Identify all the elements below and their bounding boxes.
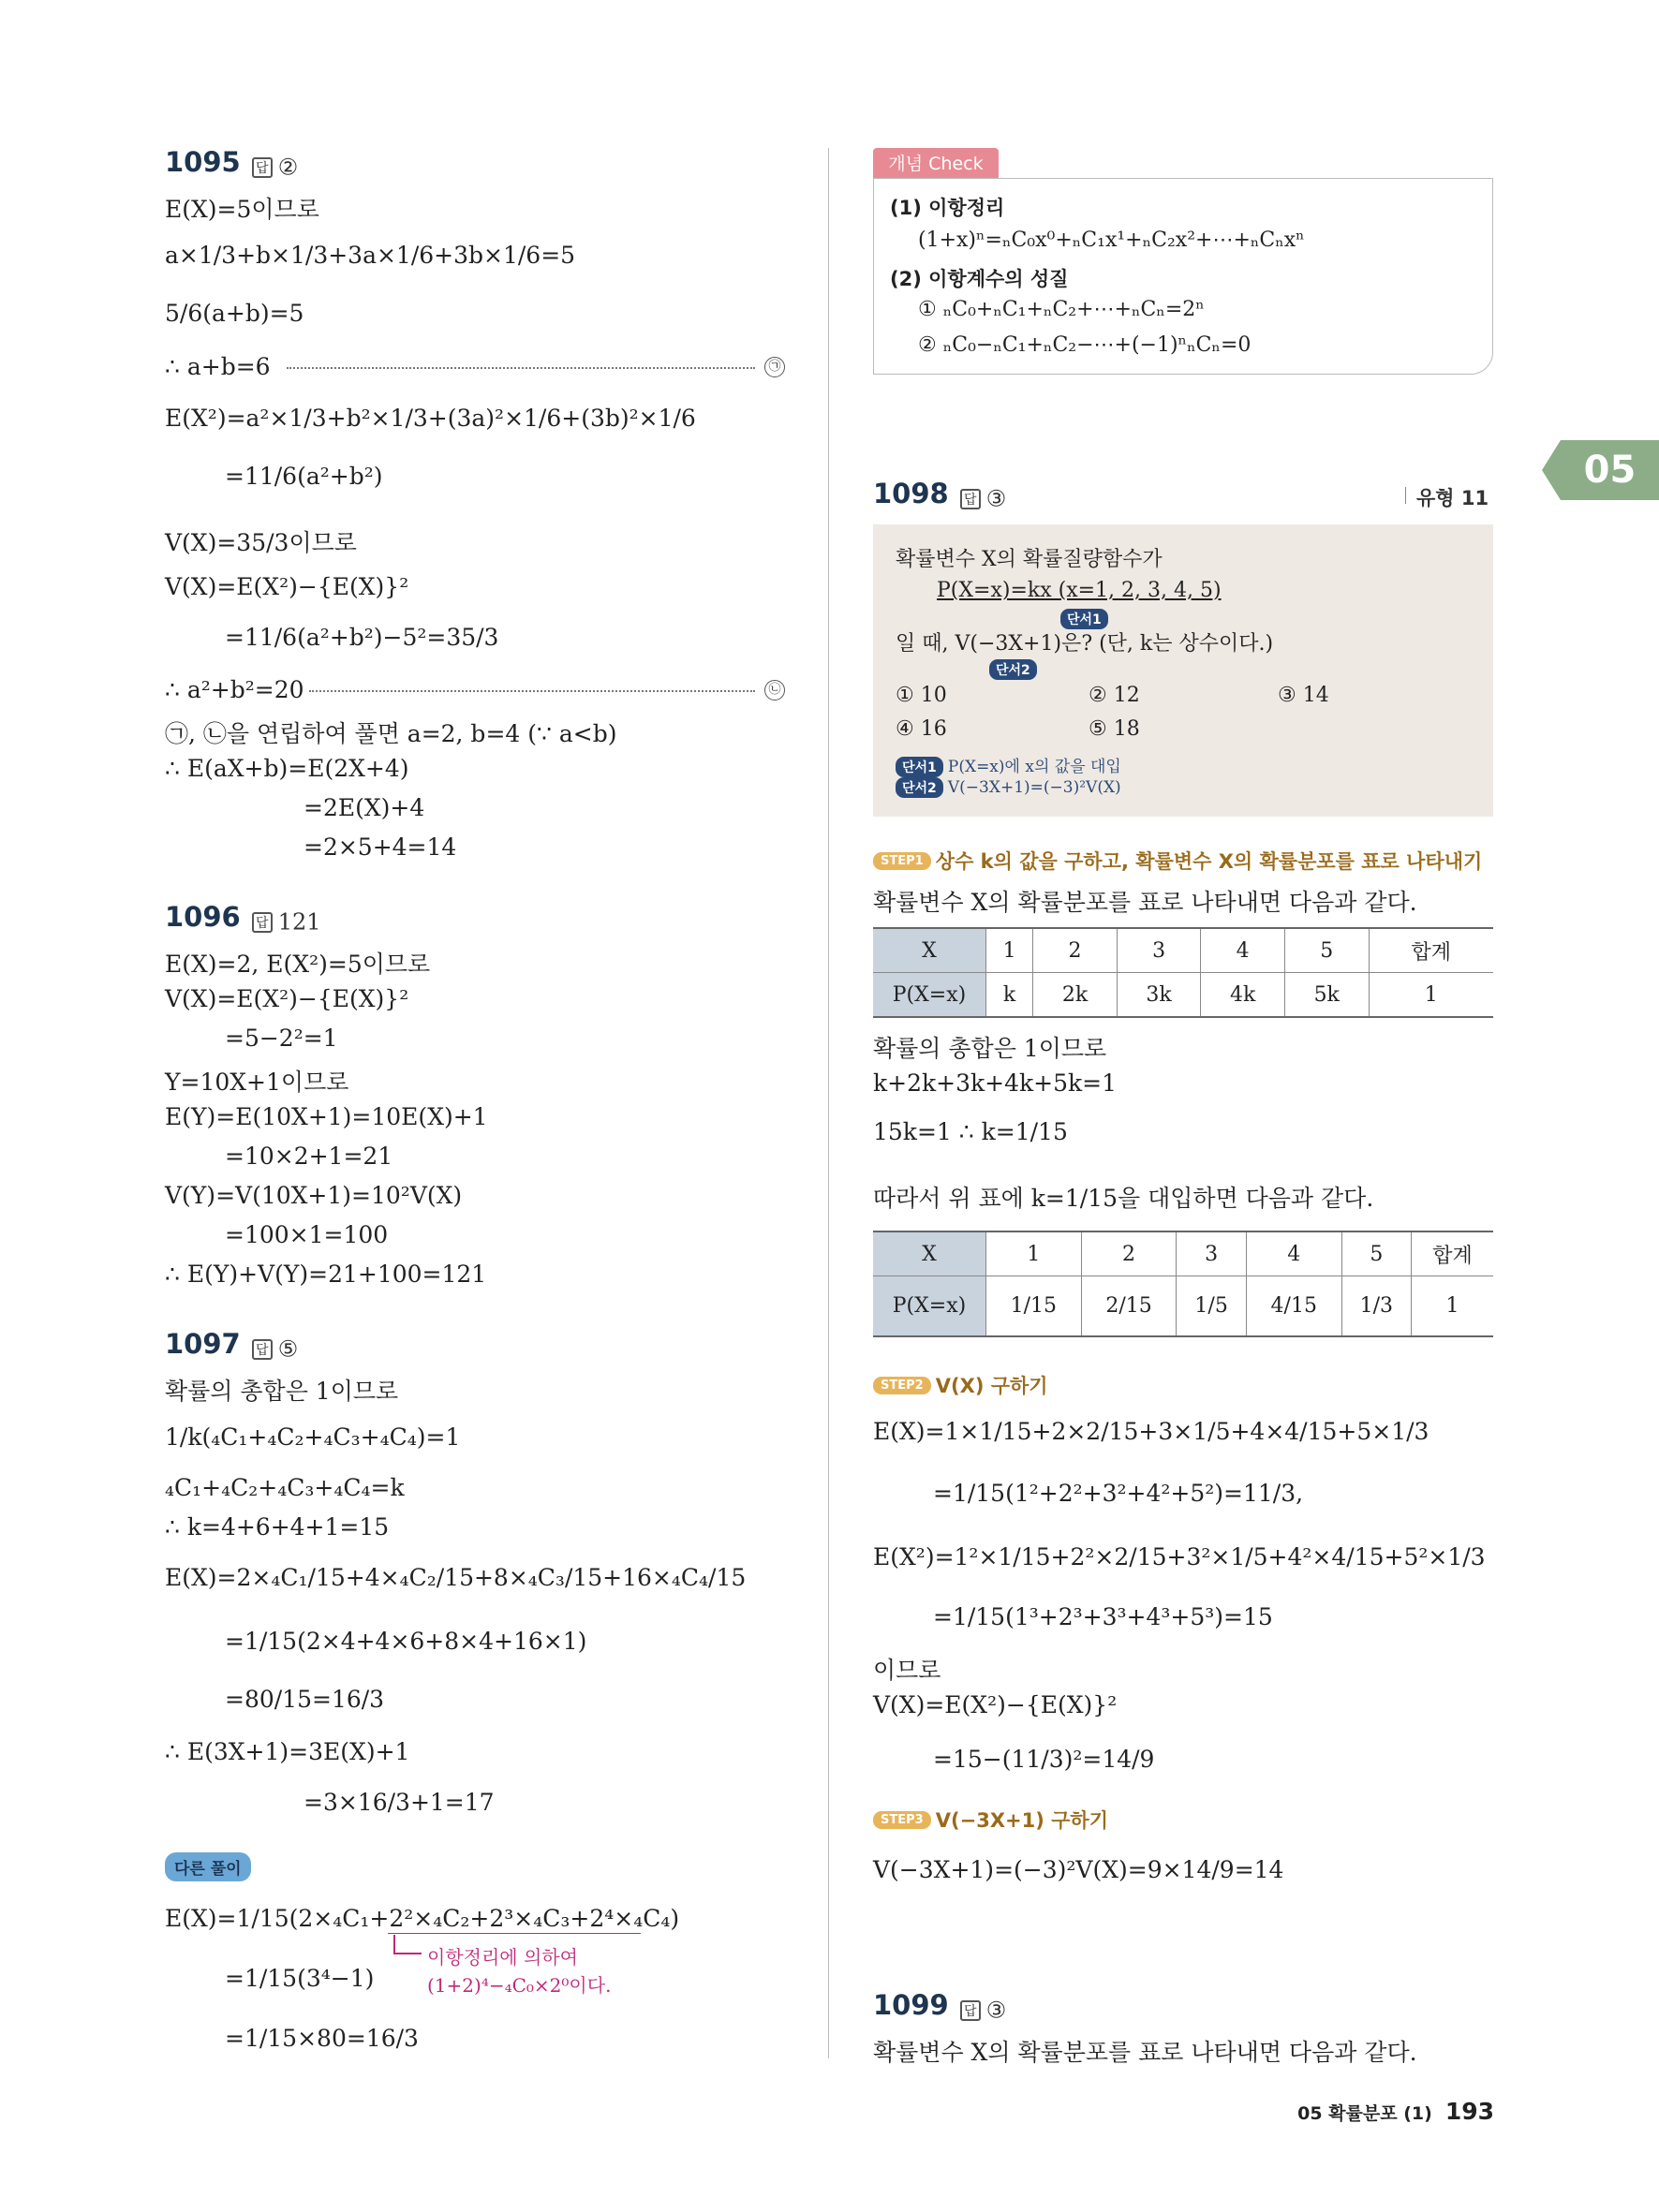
column-divider [828,148,829,2058]
answer-icon: 답 [252,157,273,178]
solution-line: ∴ E(3X+1)=3E(X)+1 [165,1738,410,1765]
solution-line: =11/6(a²+b²)−5²=35/3 [225,624,499,651]
table-cell: X [873,928,986,973]
solution-line: V(−3X+1)=(−3)²V(X)=9×14/9=14 [873,1856,1284,1883]
table-cell: 4 [1201,928,1285,973]
answer-icon: 답 [960,489,981,509]
step3-heading [873,1806,1108,1834]
table-cell: 3k [1117,973,1201,1018]
solution-line: =15−(11/3)²=14/9 [933,1746,1155,1773]
problem-1098-header [873,478,1006,512]
table-cell: 2 [1033,928,1118,973]
solution-line: =1/15(3⁴−1) [225,1965,375,1992]
solution-line: =3×16/3+1=17 [304,1789,495,1816]
chapter-tab: 05 [1561,440,1659,500]
answer-icon: 답 [960,2000,981,2021]
table-cell: k [986,973,1033,1018]
dotted-leader [309,690,755,692]
answer-value: ② [277,154,299,181]
step-badge: STEP2 [873,1377,931,1394]
answer-value: ③ [985,485,1007,512]
table-cell: 5 [1284,928,1369,973]
problem-1097-header [165,1328,298,1363]
solution-line: E(X)=1×1/15+2×2/15+3×1/5+4×4/15+5×1/3 [873,1418,1429,1445]
concept-check-tab: 개념 Check [873,148,999,180]
hint-text: P(X=x)에 x의 값을 대입 [947,758,1121,776]
table-cell: 2 [1081,1231,1177,1276]
arrow-stem [393,1935,395,1954]
solution-line: =2E(X)+4 [304,794,425,821]
solution-line: E(X)=2×₄C₁/15+4×₄C₂/15+8×₄C₃/15+16×₄C₄/15 [165,1564,747,1591]
hint-badge: 단서2 [989,659,1037,680]
check-line: ① ₙC₀+ₙC₁+ₙC₂+⋯+ₙCₙ=2ⁿ [918,298,1205,321]
table-cell: P(X=x) [873,1276,986,1336]
solution-line: ㉠, ㉡을 연립하여 풀면 a=2, b=4 (∵ a<b) [165,720,617,747]
solution-line: 따라서 위 표에 k=1/15을 대입하면 다음과 같다. [873,1185,1374,1212]
equation-mark: ㉠ [764,357,785,377]
solution-line: 확률의 총합은 1이므로 [165,1378,399,1405]
question-line: P(X=x)=kx (x=1, 2, 3, 4, 5) [937,579,1222,602]
choice-3: ③ 14 [1278,684,1329,707]
table-cell: X [873,1231,986,1276]
solution-line: =80/15=16/3 [225,1686,385,1713]
answer-icon: 답 [252,912,273,933]
table-cell: 합계 [1369,928,1493,973]
table-cell: 2k [1033,973,1118,1018]
question-line: 일 때, V(−3X+1)은? (단, k는 상수이다.) [896,632,1274,656]
answer-value: 121 [277,908,321,936]
problem-number: 1099 [873,1989,949,2021]
problem-number: 1095 [165,146,241,178]
table-cell: P(X=x) [873,973,986,1018]
solution-line: =1/15(1²+2²+3²+4²+5²)=11/3, [933,1480,1304,1507]
table-cell: 1/15 [986,1276,1082,1336]
solution-line: 확률의 총합은 1이므로 [873,1035,1107,1062]
note-text: 이항정리에 의하여 [427,1946,578,1969]
solution-line: Y=10X+1이므로 [165,1069,349,1096]
table-cell: 합계 [1412,1231,1493,1276]
check-heading: (1) 이항정리 [890,197,1005,219]
problem-number: 1096 [165,901,241,933]
solution-line: ∴ a²+b²=20 [165,676,304,703]
dotted-leader [287,367,755,369]
hint-badge: 단서2 [896,777,943,798]
solution-line: E(X²)=1²×1/15+2²×2/15+3²×1/5+4²×4/15+5²×1/3 [873,1543,1486,1571]
distribution-table-1 [873,927,1493,1018]
solution-line: 1/k(₄C₁+₄C₂+₄C₃+₄C₄)=1 [165,1423,461,1451]
table-cell: 1 [986,928,1033,973]
solution-line: ∴ E(Y)+V(Y)=21+100=121 [165,1261,487,1288]
solution-line: ∴ a+b=6 [165,353,271,380]
check-line: ② ₙC₀−ₙC₁+ₙC₂−⋯+(−1)ⁿₙCₙ=0 [918,333,1252,357]
table-cell: 5k [1284,973,1369,1018]
solution-line: V(Y)=V(10X+1)=10²V(X) [165,1182,463,1209]
hint-badge: 단서1 [896,757,943,777]
solution-line: E(X)=1/15(2×₄C₁+2²×₄C₂+2³×₄C₃+2⁴×₄C₄) [165,1905,680,1932]
solution-line: E(X)=2, E(X²)=5이므로 [165,951,431,978]
table-cell: 1 [1412,1276,1493,1336]
solution-line: 15k=1 ∴ k=1/15 [873,1118,1068,1145]
solution-line: E(X)=5이므로 [165,196,319,223]
solution-line: =1/15(2×4+4×6+8×4+16×1) [225,1628,587,1655]
equation-mark: ㉡ [764,680,785,700]
solution-line: 확률변수 X의 확률분포를 표로 나타내면 다음과 같다. [873,2039,1417,2066]
solution-line: V(X)=E(X²)−{E(X)}² [165,985,409,1012]
step-title: V(X) 구하기 [935,1375,1048,1397]
step-title: 상수 k의 값을 구하고, 확률변수 X의 확률분포를 표로 나타내기 [935,850,1483,873]
solution-line: ₄C₁+₄C₂+₄C₃+₄C₄=k [165,1474,405,1501]
choice-4: ④ 16 [896,717,947,741]
solution-line: V(X)=35/3이므로 [165,529,357,556]
solution-line: 5/6(a+b)=5 [165,300,304,327]
distribution-table-2 [873,1231,1493,1337]
solution-line: =2×5+4=14 [304,833,457,861]
solution-line: =11/6(a²+b²) [225,463,383,490]
problem-number: 1098 [873,478,949,509]
hint-text: V(−3X+1)=(−3)²V(X) [947,778,1121,797]
underline [388,1933,641,1934]
choice-2: ② 12 [1089,684,1140,707]
solution-line: ∴ k=4+6+4+1=15 [165,1513,390,1541]
table-cell: 3 [1117,928,1201,973]
solution-line: E(Y)=E(10X+1)=10E(X)+1 [165,1103,488,1130]
answer-icon: 답 [252,1339,273,1360]
solution-line: =1/15×80=16/3 [225,2025,419,2052]
problem-1095-header [165,146,298,181]
step-title: V(−3X+1) 구하기 [935,1809,1109,1832]
solution-line: =100×1=100 [225,1221,389,1248]
solution-line: =10×2+1=21 [225,1143,393,1170]
check-line: (1+x)ⁿ=ₙC₀x⁰+ₙC₁x¹+ₙC₂x²+⋯+ₙCₙxⁿ [918,229,1305,252]
answer-value: ⑤ [277,1335,299,1363]
page-footer [1297,2098,1494,2125]
choice-1: ① 10 [896,684,947,707]
page-number: 193 [1444,2098,1494,2125]
hint-badge: 단서1 [1060,609,1108,629]
step-badge: STEP3 [873,1811,931,1829]
type-separator [1405,487,1406,504]
table-cell: 1/3 [1341,1276,1412,1336]
choice-5: ⑤ 18 [1089,717,1140,741]
problem-1099-header [873,1989,1006,2024]
table-cell: 1 [1369,973,1493,1018]
table-cell: 2/15 [1081,1276,1177,1336]
solution-line: =5−2²=1 [225,1025,338,1052]
table-cell: 1 [986,1231,1082,1276]
footer-chapter: 05 확률분포 (1) [1297,2103,1432,2124]
solution-line: 확률변수 X의 확률분포를 표로 나타내면 다음과 같다. [873,889,1417,916]
solution-line: ∴ E(aX+b)=E(2X+4) [165,755,409,782]
table-cell: 1/5 [1177,1276,1247,1336]
table-cell: 4k [1201,973,1285,1018]
note-text: (1+2)⁴−₄C₀×2⁰이다. [427,1974,612,1997]
table-cell: 4/15 [1246,1276,1341,1336]
alternative-solution-badge: 다른 풀이 [165,1852,251,1881]
solution-line: V(X)=E(X²)−{E(X)}² [165,573,409,600]
step1-heading [873,847,1482,875]
step-badge: STEP1 [873,852,931,870]
solution-line: =1/15(1³+2³+3³+4³+5³)=15 [933,1603,1273,1630]
answer-value: ③ [985,1997,1007,2024]
solution-line: E(X²)=a²×1/3+b²×1/3+(3a)²×1/6+(3b)²×1/6 [165,405,696,432]
arrow-icon [393,1953,422,1954]
solution-line: 이므로 [873,1657,941,1684]
step2-heading [873,1371,1048,1399]
problem-1096-header [165,901,321,936]
problem-type-label: 유형 11 [1416,487,1489,509]
table-cell: 3 [1177,1231,1247,1276]
question-line: 확률변수 X의 확률질량함수가 [896,548,1163,571]
solution-line: a×1/3+b×1/3+3a×1/6+3b×1/6=5 [165,242,576,269]
solution-line: V(X)=E(X²)−{E(X)}² [873,1691,1118,1718]
solution-line: k+2k+3k+4k+5k=1 [873,1069,1118,1097]
problem-number: 1097 [165,1328,241,1360]
table-cell: 4 [1246,1231,1341,1276]
check-heading: (2) 이항계수의 성질 [890,268,1069,290]
table-cell: 5 [1341,1231,1412,1276]
